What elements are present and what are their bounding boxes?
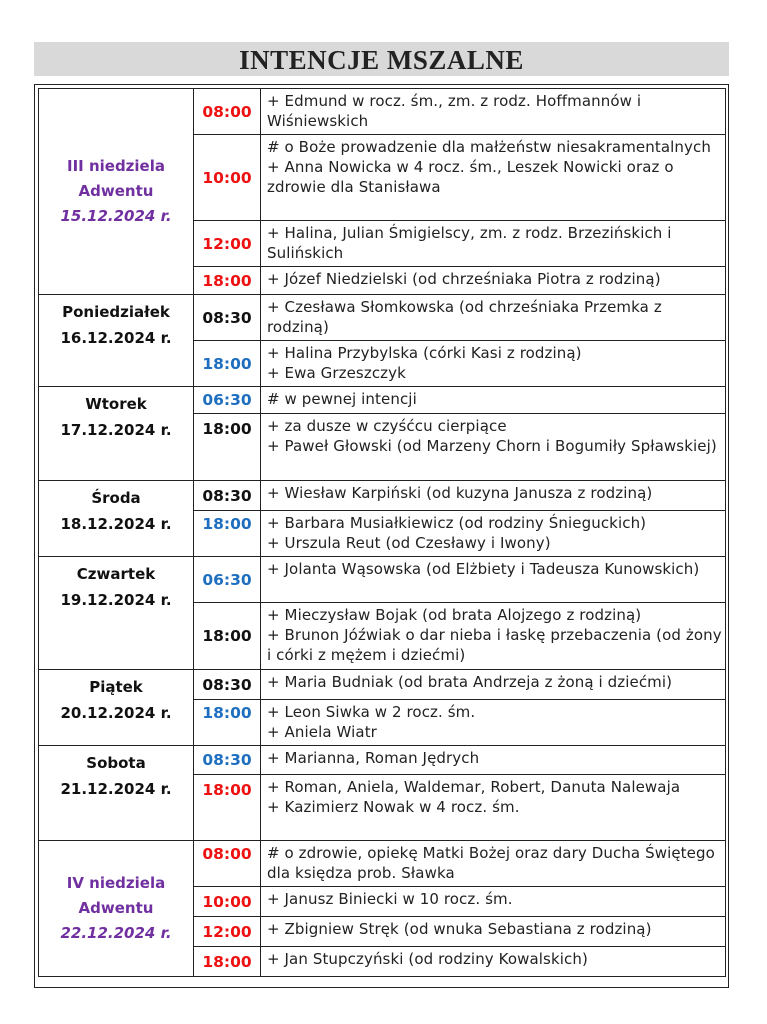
day-date: 16.12.2024 r.	[60, 329, 172, 347]
day-name: Sobota	[86, 754, 146, 772]
intention: # o Boże prowadzenie dla małżeństw niesakramentalnych	[267, 138, 711, 156]
intention: + Czesława Słomkowska (od chrześniaka Przemka z rodziną)	[267, 298, 662, 336]
table-row	[39, 481, 726, 511]
mass-time: 08:30	[194, 481, 261, 511]
intention-cell	[261, 603, 726, 670]
intention-cell	[261, 557, 726, 603]
intention-cell	[261, 295, 726, 341]
table-row	[39, 746, 726, 775]
intention-cell	[261, 841, 726, 887]
intention-cell	[261, 387, 726, 414]
intention-cell	[261, 221, 726, 267]
mass-time: 18:00	[194, 414, 261, 481]
day-date: 19.12.2024 r.	[60, 591, 172, 609]
mass-time: 18:00	[194, 947, 261, 977]
day-cell-saturday	[39, 746, 194, 841]
day-name-2: Adwentu	[78, 181, 154, 200]
mass-time: 10:00	[194, 887, 261, 917]
intention: + Leon Siwka w 2 rocz. śm.	[267, 703, 476, 721]
intention: + Kazimierz Nowak w 4 rocz. śm.	[267, 798, 520, 816]
mass-time: 08:00	[194, 89, 261, 135]
day-name-2: Adwentu	[78, 898, 154, 917]
mass-time: 06:30	[194, 557, 261, 603]
intention: # w pewnej intencji	[267, 390, 417, 408]
intention: + za dusze w czyśćcu cierpiące	[267, 417, 507, 435]
intention-cell	[261, 481, 726, 511]
intention: + Anna Nowicka w 4 rocz. śm., Leszek Nowicki oraz o zdrowie dla Stanisława	[267, 158, 674, 196]
intention-cell	[261, 341, 726, 387]
day-cell-tuesday	[39, 387, 194, 481]
day-cell-monday	[39, 295, 194, 387]
mass-time: 12:00	[194, 917, 261, 947]
intention: + Urszula Reut (od Czesławy i Iwony)	[267, 534, 551, 552]
intention: + Edmund w rocz. śm., zm. z rodz. Hoffmannów i Wiśniewskich	[267, 92, 642, 130]
table-row	[39, 89, 726, 135]
day-date: 22.12.2024 r.	[60, 923, 172, 942]
intention-cell	[261, 135, 726, 221]
intention-cell	[261, 887, 726, 917]
intention-cell	[261, 670, 726, 700]
day-date: 17.12.2024 r.	[60, 421, 172, 439]
day-name: III niedziela	[66, 156, 165, 175]
day-cell-sunday-2	[39, 841, 194, 977]
intention: + Zbigniew Stręk (od wnuka Sebastiana z rodziną)	[267, 920, 652, 938]
intention: + Maria Budniak (od brata Andrzeja z żoną i dziećmi)	[267, 673, 673, 691]
intention: + Aniela Wiatr	[267, 723, 377, 741]
intention: + Wiesław Karpiński (od kuzyna Janusza z rodziną)	[267, 484, 653, 502]
mass-time: 08:30	[194, 746, 261, 775]
day-date: 21.12.2024 r.	[60, 780, 172, 798]
intention-cell	[261, 89, 726, 135]
table-row	[39, 841, 726, 887]
intention: + Marianna, Roman Jędrych	[267, 749, 480, 767]
intention-cell	[261, 700, 726, 746]
day-cell-friday	[39, 670, 194, 746]
mass-time: 18:00	[194, 341, 261, 387]
intention: + Ewa Grzeszczyk	[267, 364, 406, 382]
intention: + Jan Stupczyński (od rodziny Kowalskich)	[267, 950, 588, 968]
intention-cell	[261, 746, 726, 775]
day-cell-thursday	[39, 557, 194, 670]
mass-time: 10:00	[194, 135, 261, 221]
mass-time: 08:30	[194, 670, 261, 700]
table-row	[39, 670, 726, 700]
intention: + Halina, Julian Śmigielscy, zm. z rodz. Brzezińskich i Sulińskich	[267, 224, 672, 262]
table-row	[39, 387, 726, 414]
day-name: IV niedziela	[66, 873, 166, 892]
day-name: Środa	[91, 489, 141, 507]
day-date: 20.12.2024 r.	[60, 704, 172, 722]
intention: + Janusz Biniecki w 10 rocz. śm.	[267, 890, 513, 908]
day-cell-wednesday	[39, 481, 194, 557]
intention-cell	[261, 775, 726, 841]
day-name: Piątek	[89, 678, 143, 696]
day-date: 15.12.2024 r.	[60, 206, 172, 225]
intention-cell	[261, 947, 726, 977]
mass-time: 18:00	[194, 700, 261, 746]
mass-time: 06:30	[194, 387, 261, 414]
intention: + Roman, Aniela, Waldemar, Robert, Danuta Nalewaja	[267, 778, 681, 796]
mass-time: 08:30	[194, 295, 261, 341]
intention: + Józef Niedzielski (od chrześniaka Piotra z rodziną)	[267, 270, 661, 288]
mass-time: 18:00	[194, 775, 261, 841]
mass-time: 18:00	[194, 511, 261, 557]
intention: # o zdrowie, opiekę Matki Bożej oraz dary Ducha Świętego dla księdza prob. Sławka	[267, 844, 715, 882]
intention: + Mieczysław Bojak (od brata Alojzego z rodziną)	[267, 606, 642, 624]
intention-cell	[261, 511, 726, 557]
page-title: INTENCJE MSZALNE	[34, 42, 729, 76]
intention: + Brunon Jóźwiak o dar nieba i łaskę przebaczenia (od żony i córki z mężem i dziećmi)	[267, 626, 722, 664]
day-date: 18.12.2024 r.	[60, 515, 172, 533]
mass-time: 18:00	[194, 267, 261, 295]
intention: + Paweł Głowski (od Marzeny Chorn i Bogumiły Spławskiej)	[267, 437, 717, 455]
day-name: Poniedziałek	[62, 303, 170, 321]
intention: + Jolanta Wąsowska (od Elżbiety i Tadeusza Kunowskich)	[267, 560, 700, 578]
mass-intentions-table	[38, 88, 726, 977]
intention-cell	[261, 267, 726, 295]
table-row	[39, 557, 726, 603]
intention: + Halina Przybylska (córki Kasi z rodziną)	[267, 344, 582, 362]
intention-cell	[261, 917, 726, 947]
intention: + Barbara Musiałkiewicz (od rodziny Śnieguckich)	[267, 514, 647, 532]
day-name: Wtorek	[85, 395, 147, 413]
day-cell-sunday-1	[39, 89, 194, 295]
table-row	[39, 295, 726, 341]
intention-cell	[261, 414, 726, 481]
mass-time: 18:00	[194, 603, 261, 670]
day-name: Czwartek	[76, 565, 156, 583]
mass-time: 12:00	[194, 221, 261, 267]
mass-time: 08:00	[194, 841, 261, 887]
